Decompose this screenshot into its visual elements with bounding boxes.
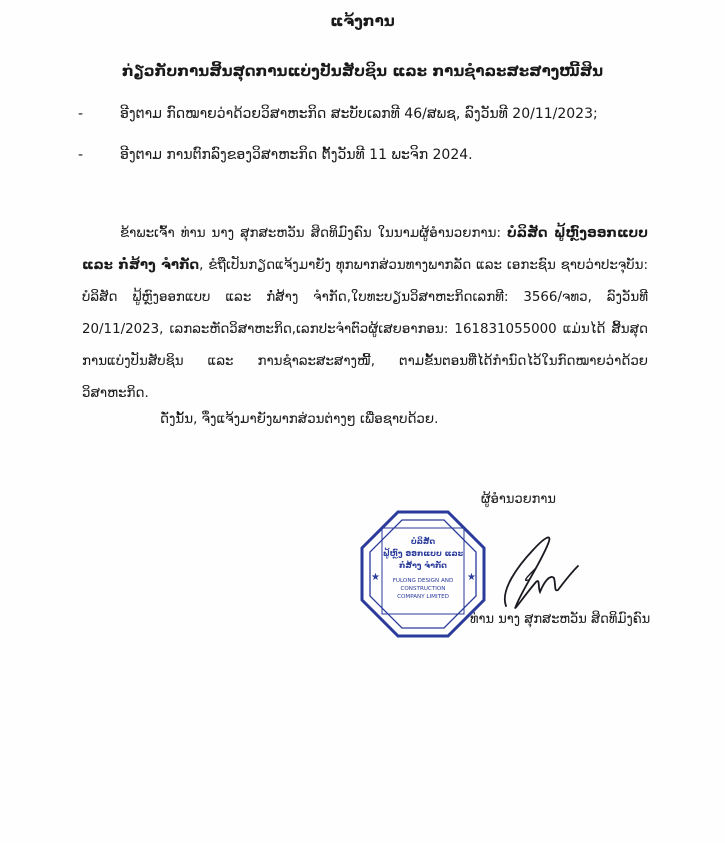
reference-bullet: - [78,106,84,122]
svg-text:ຟູ້ຫຼົງ ອອກແບບ ແລະ: ຟູ້ຫຼົງ ອອກແບບ ແລະ [382,549,464,558]
reference-item [78,147,473,163]
body-rest: , ຂໍຖືເປັນກຽດແຈ້ງມາຍັງ ທຸກພາກສ່ວນທາງພາກລັດ ແລະ ເອກະຊົນ ຊາບວ່າປະຈຸບັນ: ບໍລິສັດ ຟູ້ຫຼົງອອກແບບ ແລະ ກໍ່ສ້າງ ຈໍາກັດ,ໃບທະບຽນວິສາຫະກິດເລກທີ: 3566/ຈທວ, ລົງວັນທີ 20/11/2023, ເລກລະຫັດວິສາຫະກິດ,ເລກປະຈໍາຕົວຜູ້ເສຍອາກອນ: 161831055000 ແມ່ນໄດ້ ສິ້ນສຸດການແບ່ງປັນສັບຊິນ ແລະ ການຊໍາລະສະສາງໜີ້, ຕາມຂັ້ນຕອນທີ່ໄດ້ກໍານົດໄວ້ໃນກົດໝາຍວ່າດ້ວຍວິສາຫະກິດ. [82,258,648,401]
company-name: ບໍລິສັດ ຟູ້ຫຼົງອອກແບບ ແລະ ກໍ່ສ້າງ ຈໍາກັດ [82,226,648,273]
svg-text:★: ★ [467,572,476,583]
closing-line: ດັ່ງນັ້ນ, ຈຶ່ງແຈ້ງມາຍັງພາກສ່ວນຕ່າງໆ ເພື່ອຊາບດ້ວຍ. [160,412,439,427]
svg-text:FULONG DESIGN AND: FULONG DESIGN AND [392,578,454,584]
body-intro: ຂ້າພະເຈົ້າ ທ່ານ ນາງ ສຸກສະຫວັນ ສິດທິມົງຄົນ ໃນນາມຜູ້ອໍານວຍການ: [120,226,508,241]
reference-item [78,106,598,122]
company-stamp [358,508,488,640]
svg-text:COMPANY LIMITED: COMPANY LIMITED [397,594,449,600]
reference-text: ອີງຕາມ ການຕົກລົງຂອງວິສາຫະກິດ ຕັ້ງວັນທີ 11 ພະຈິກ 2024. [120,147,473,163]
signature [478,528,588,614]
svg-text:CONSTRUCTION: CONSTRUCTION [400,586,446,592]
signatory-name: ທ່ານ ນາງ ສຸກສະຫວັນ ສິດທິມົງຄົນ [470,612,651,627]
body-paragraph [82,218,648,410]
svg-text:ກໍ່ສ້າງ ຈໍາກັດ: ກໍ່ສ້າງ ຈໍາກັດ [399,561,447,570]
document-title: ແຈ້ງການ [330,12,395,30]
reference-bullet: - [78,147,84,163]
svg-text:ບໍລິສັດ: ບໍລິສັດ [410,537,436,546]
document-subtitle: ກ່ຽວກັບການສິ້ນສຸດການແບ່ງປັນສັບຊິນ ແລະ ການຊໍາລະສະສາງໜີ້ສິນ [121,62,604,80]
svg-text:★: ★ [371,572,380,583]
reference-text: ອີງຕາມ ກົດໝາຍວ່າດ້ວຍວິສາຫະກິດ ສະບັບເລກທີ 46/ສພຊ, ລົງວັນທີ 20/11/2023; [120,106,598,122]
signatory-title: ຜູ້ອໍານວຍການ [481,492,556,507]
